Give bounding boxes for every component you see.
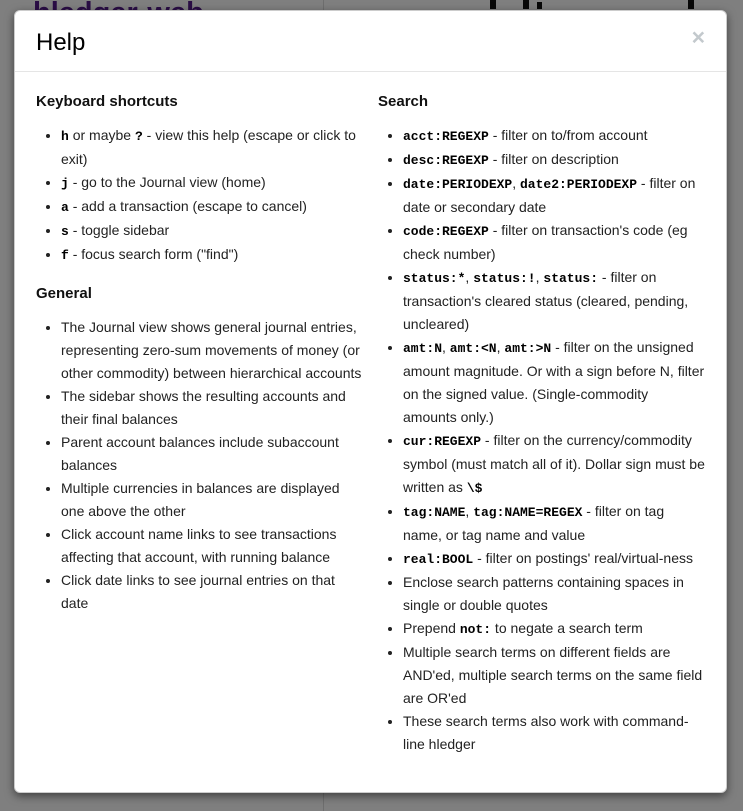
help-item: • Click account name links to see transactions affecting that account, with running balance xyxy=(61,523,363,569)
code-term: date2:PERIODEXP xyxy=(520,177,638,192)
code-term: acct:REGEXP xyxy=(403,129,489,144)
help-item: • The sidebar shows the resulting accounts and their final balances xyxy=(61,385,363,431)
help-item: • date:PERIODEXP, date2:PERIODEXP - filter on date or secondary date xyxy=(403,172,705,219)
help-item: • The Journal view shows general journal entries, representing zero-sum movements of money (or other commodity) between hierarchical accounts xyxy=(61,316,363,385)
help-list xyxy=(36,316,363,615)
modal-title: Help xyxy=(36,29,86,56)
code-term: not: xyxy=(459,622,492,637)
help-item: • h or maybe ? - view this help (escape or click to exit) xyxy=(61,124,363,171)
code-term: status: xyxy=(543,271,599,286)
section-heading: Keyboard shortcuts xyxy=(36,93,178,110)
help-list xyxy=(378,124,705,756)
code-term: date:PERIODEXP xyxy=(403,177,513,192)
close-icon[interactable]: × xyxy=(691,24,705,50)
code-term: code:REGEXP xyxy=(403,224,489,239)
help-item: • s - toggle sidebar xyxy=(61,219,363,243)
code-term: amt:N xyxy=(403,341,443,356)
section-heading: Search xyxy=(378,93,429,110)
help-modal xyxy=(14,10,727,793)
help-section xyxy=(378,91,705,756)
code-term: h xyxy=(61,129,69,144)
code-term: amt:<N xyxy=(449,341,497,356)
code-term: cur:REGEXP xyxy=(403,434,482,449)
modal-body xyxy=(15,72,726,790)
help-item: • amt:N, amt:<N, amt:>N - filter on the unsigned amount magnitude. Or with a sign before N, filter on the signed value. (Single-commodity amounts only.) xyxy=(403,336,705,429)
help-item: • status:*, status:!, status: - filter on transaction's cleared status (cleared, pending, uncleared) xyxy=(403,266,705,336)
code-term: real:BOOL xyxy=(403,552,474,567)
help-section xyxy=(36,283,363,615)
section-heading: General xyxy=(36,285,92,302)
code-term: \$ xyxy=(466,481,483,496)
code-term: desc:REGEXP xyxy=(403,153,489,168)
code-term: status:* xyxy=(403,271,466,286)
help-item: • Prepend not: to negate a search term xyxy=(403,617,705,641)
help-item: • Multiple search terms on different fields are AND'ed, multiple search terms on the same field are OR'ed xyxy=(403,641,705,710)
code-term: f xyxy=(61,248,69,263)
modal-header xyxy=(15,11,726,72)
help-item: • cur:REGEXP - filter on the currency/commodity symbol (must match all of it). Dollar sign must be written as \$ xyxy=(403,429,705,500)
help-item: • Multiple currencies in balances are displayed one above the other xyxy=(61,477,363,523)
help-list xyxy=(36,124,363,267)
help-item: • desc:REGEXP - filter on description xyxy=(403,148,705,172)
code-term: tag:NAME xyxy=(403,505,466,520)
help-item: • acct:REGEXP - filter on to/from account xyxy=(403,124,705,148)
help-item: • f - focus search form ("find") xyxy=(61,243,363,267)
code-term: status:! xyxy=(473,271,536,286)
help-item: • code:REGEXP - filter on transaction's code (eg check number) xyxy=(403,219,705,266)
help-section xyxy=(36,91,363,267)
code-term: j xyxy=(61,176,69,191)
modal-column-left xyxy=(36,91,363,770)
help-item: • These search terms also work with command-line hledger xyxy=(403,710,705,756)
code-term: a xyxy=(61,200,69,215)
code-term: amt:>N xyxy=(504,341,552,356)
code-term: ? xyxy=(134,129,143,144)
code-term: tag:NAME=REGEX xyxy=(473,505,583,520)
help-item: • a - add a transaction (escape to cancel) xyxy=(61,195,363,219)
help-item: • real:BOOL - filter on postings' real/virtual-ness xyxy=(403,547,705,571)
help-item: • tag:NAME, tag:NAME=REGEX - filter on tag name, or tag name and value xyxy=(403,500,705,547)
code-term: s xyxy=(61,224,69,239)
help-item: • Enclose search patterns containing spaces in single or double quotes xyxy=(403,571,705,617)
help-item: • Click date links to see journal entries on that date xyxy=(61,569,363,615)
help-item: • Parent account balances include subaccount balances xyxy=(61,431,363,477)
modal-column-right xyxy=(378,91,705,770)
help-item: • j - go to the Journal view (home) xyxy=(61,171,363,195)
